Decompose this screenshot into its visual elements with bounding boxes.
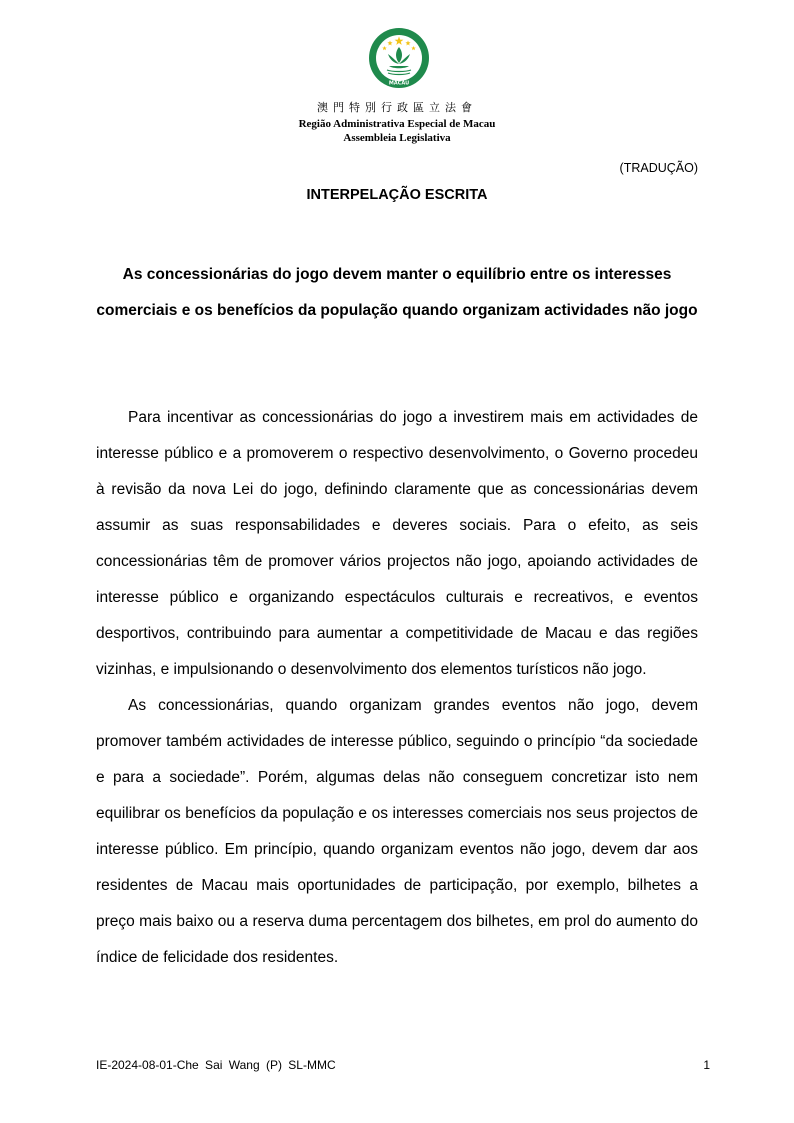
- region-name: Região Administrativa Especial de Macau: [298, 118, 496, 130]
- document-title: As concessionárias do jogo devem manter o equilíbrio entre os interesses comerciais e os benefícios da população quando organizam actividades não jogo: [96, 266, 698, 319]
- page-number: 1: [703, 1058, 710, 1072]
- body-paragraph: As concessionárias, quando organizam grandes eventos não jogo, devem promover também actividades de interesse público, seguindo o princípio “da sociedade e para a sociedade”. Porém, algumas delas não conseguem concretizar isto nem equilibrar os benefícios da população e os interesses comerciais nos seus projectos de interesse público. Em princípio, quando organizam eventos não jogo, devem dar aos residentes de Macau mais oportunidades de participação, por exemplo, bilhetes a preço mais baixo ou a reserva duma percentagem dos bilhetes, em prol do aumento do índice de felicidade dos residentes.: [96, 697, 698, 966]
- assembly-name: Assembleia Legislativa: [343, 132, 451, 144]
- document-type-heading: INTERPELAÇÃO ESCRITA: [306, 187, 488, 203]
- chinese-institution-name: 澳門特別行政區立法會: [317, 101, 477, 114]
- emblem-text: MACAU: [388, 80, 410, 87]
- body-paragraph: Para incentivar as concessionárias do jogo a investirem mais em actividades de interesse público e a promoverem o respectivo desenvolvimento, o Governo procedeu à revisão da nova Lei do jogo, definindo claramente que as concessionárias devem assumir as suas responsabilidades e deveres sociais. Para o efeito, as seis concessionárias têm de promover vários projectos não jogo, apoiando actividades de interesse público e organizando espectáculos culturais e recreativos, e eventos desportivos, contribuindo para aumentar a competitividade de Macau e das regiões vizinhas, e impulsionando o desenvolvimento dos elementos turísticos não jogo.: [96, 409, 698, 678]
- document-body: [96, 400, 698, 976]
- translation-note: (TRADUÇÃO): [619, 161, 698, 175]
- macau-emblem-icon: [368, 27, 430, 89]
- footer-reference: IE-2024-08-01-Che Sai Wang (P) SL-MMC: [96, 1058, 336, 1072]
